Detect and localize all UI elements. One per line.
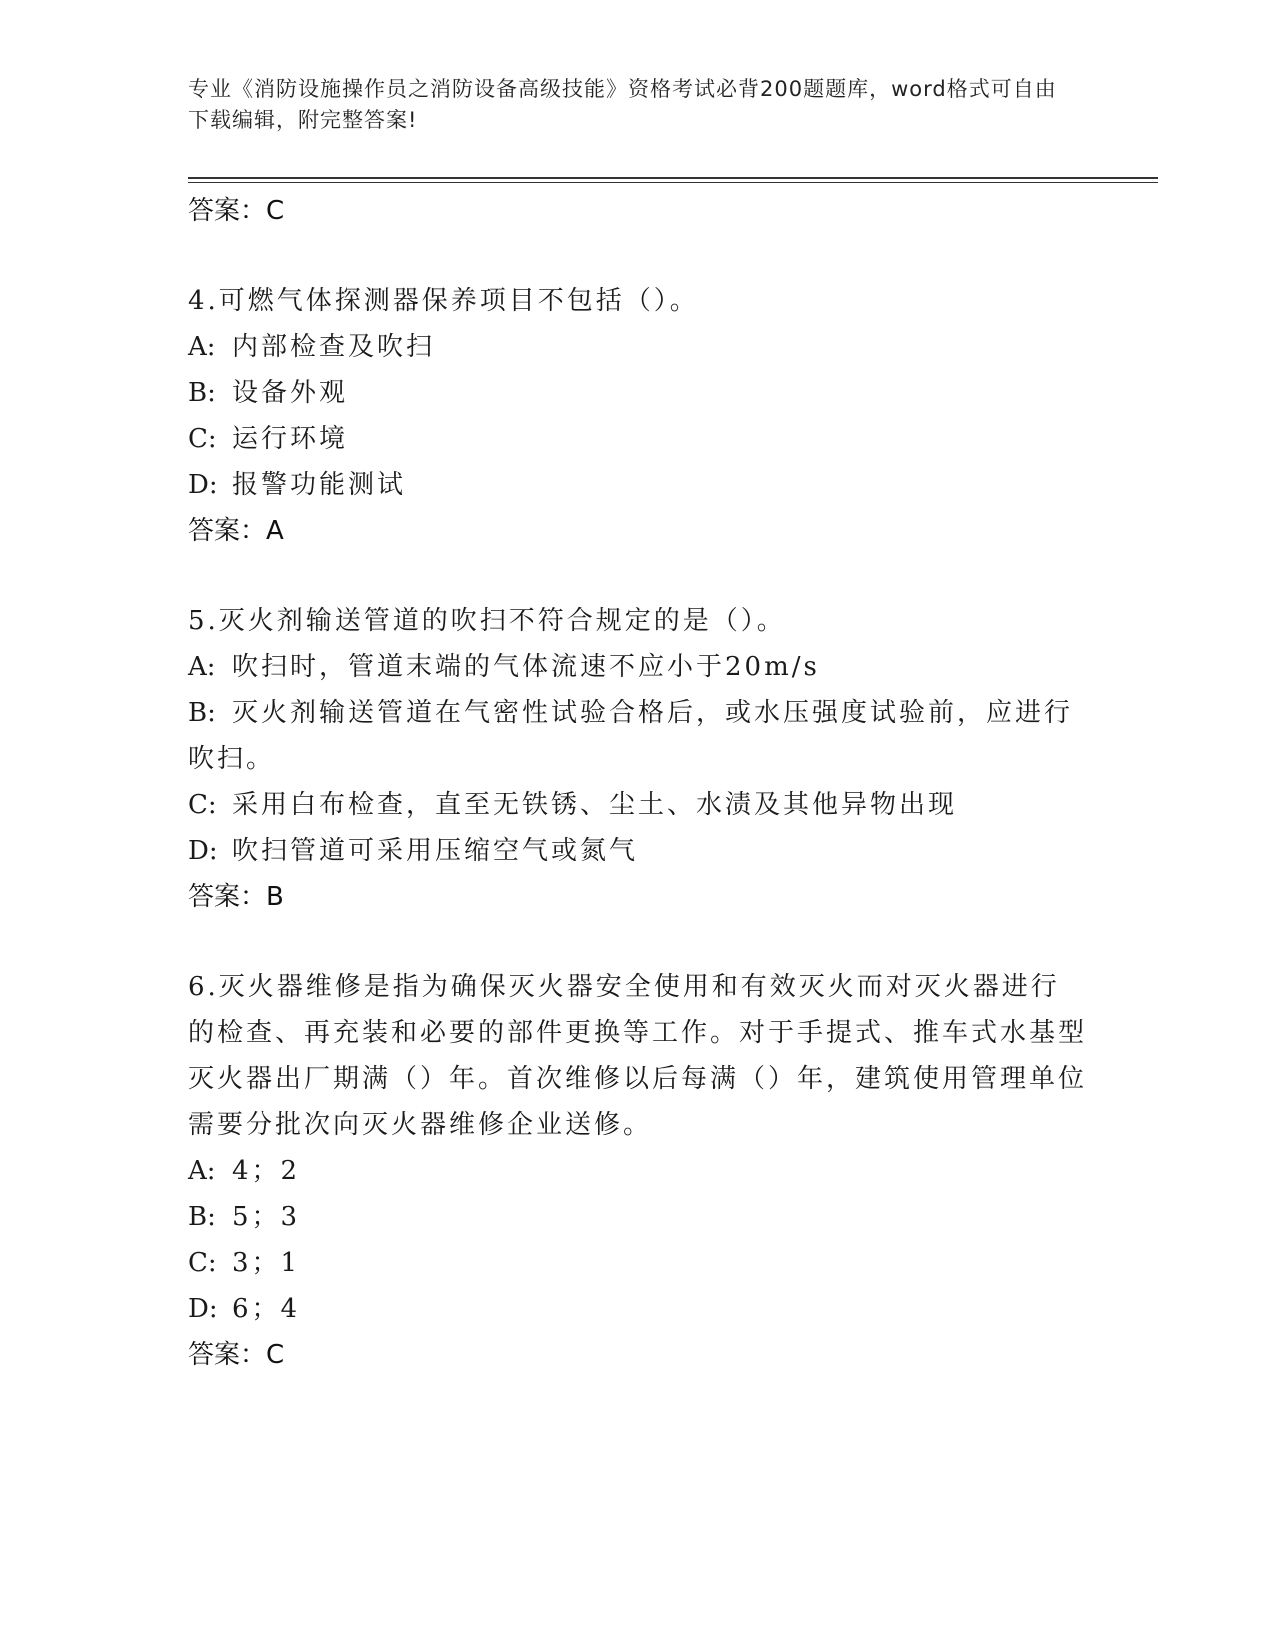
answer-value: A xyxy=(266,516,284,546)
question-block-6 xyxy=(188,964,1088,1378)
option-letter: B: xyxy=(188,1202,216,1232)
option-b xyxy=(188,370,1088,416)
option-d xyxy=(188,462,1088,508)
option-b xyxy=(188,1194,1088,1240)
question-block-4 xyxy=(188,278,1088,554)
option-text: 4；2 xyxy=(232,1156,301,1186)
option-c xyxy=(188,782,1088,828)
option-text: 内部检查及吹扫 xyxy=(232,332,436,362)
option-d xyxy=(188,1286,1088,1332)
answer-prefix: 答案： xyxy=(188,516,267,546)
option-a xyxy=(188,644,1088,690)
option-c xyxy=(188,416,1088,462)
option-letter: B: xyxy=(188,378,216,408)
option-c xyxy=(188,1240,1088,1286)
question-text: 6.灭火器维修是指为确保灭火器安全使用和有效灭火而对灭火器进行的检查、再充装和必要的部件更换等工作。对于手提式、推车式水基型灭火器出厂期满（）年。首次维修以后每满（）年，建筑使用管理单位需要分批次向灭火器维修企业送修。 xyxy=(188,972,1088,1140)
option-d xyxy=(188,828,1088,874)
document-header: 专业《消防设施操作员之消防设备高级技能》资格考试必背200题题库，word格式可自由下载编辑，附完整答案! xyxy=(188,77,1057,132)
option-letter: D: xyxy=(188,1294,218,1324)
answer-prefix: 答案： xyxy=(188,196,267,226)
spacer xyxy=(188,920,1088,964)
answer-value: C xyxy=(266,196,285,226)
previous-answer xyxy=(188,188,1088,234)
option-text: 报警功能测试 xyxy=(232,470,407,500)
answer-value: B xyxy=(266,882,284,912)
question-block-5 xyxy=(188,598,1088,920)
option-text: 5；3 xyxy=(232,1202,301,1232)
answer-value: C xyxy=(266,1340,285,1370)
answer-line xyxy=(188,874,1088,920)
option-letter: B: xyxy=(188,698,216,728)
option-letter: A: xyxy=(188,1156,216,1186)
question-text: 5.灭火剂输送管道的吹扫不符合规定的是（）。 xyxy=(188,606,786,636)
header-divider-thin xyxy=(188,182,1158,183)
option-text: 设备外观 xyxy=(232,378,349,408)
option-letter: C: xyxy=(188,424,217,454)
question-text: 4.可燃气体探测器保养项目不包括（）。 xyxy=(188,286,699,316)
answer-prefix: 答案： xyxy=(188,882,267,912)
option-text: 运行环境 xyxy=(232,424,349,454)
option-letter: D: xyxy=(188,470,218,500)
option-letter: D: xyxy=(188,836,218,866)
option-a xyxy=(188,1148,1088,1194)
question-list xyxy=(188,188,1088,1378)
option-text: 采用白布检查，直至无铁锈、尘土、水渍及其他异物出现 xyxy=(232,790,958,820)
option-letter: C: xyxy=(188,1248,217,1278)
header-divider-thick xyxy=(188,177,1158,179)
option-text: 6；4 xyxy=(232,1294,301,1324)
answer-line xyxy=(188,1332,1088,1378)
spacer xyxy=(188,234,1088,278)
option-a xyxy=(188,324,1088,370)
option-text: 3；1 xyxy=(232,1248,301,1278)
option-letter: A: xyxy=(188,652,216,682)
option-letter: A: xyxy=(188,332,216,362)
option-text: 吹扫时，管道末端的气体流速不应小于20m/s xyxy=(232,652,820,682)
answer-line xyxy=(188,508,1088,554)
option-letter: C: xyxy=(188,790,217,820)
answer-prefix: 答案： xyxy=(188,1340,267,1370)
option-text: 灭火剂输送管道在气密性试验合格后，或水压强度试验前，应进行吹扫。 xyxy=(188,698,1074,774)
option-b xyxy=(188,690,1088,782)
spacer xyxy=(188,554,1088,598)
option-text: 吹扫管道可采用压缩空气或氮气 xyxy=(232,836,639,866)
